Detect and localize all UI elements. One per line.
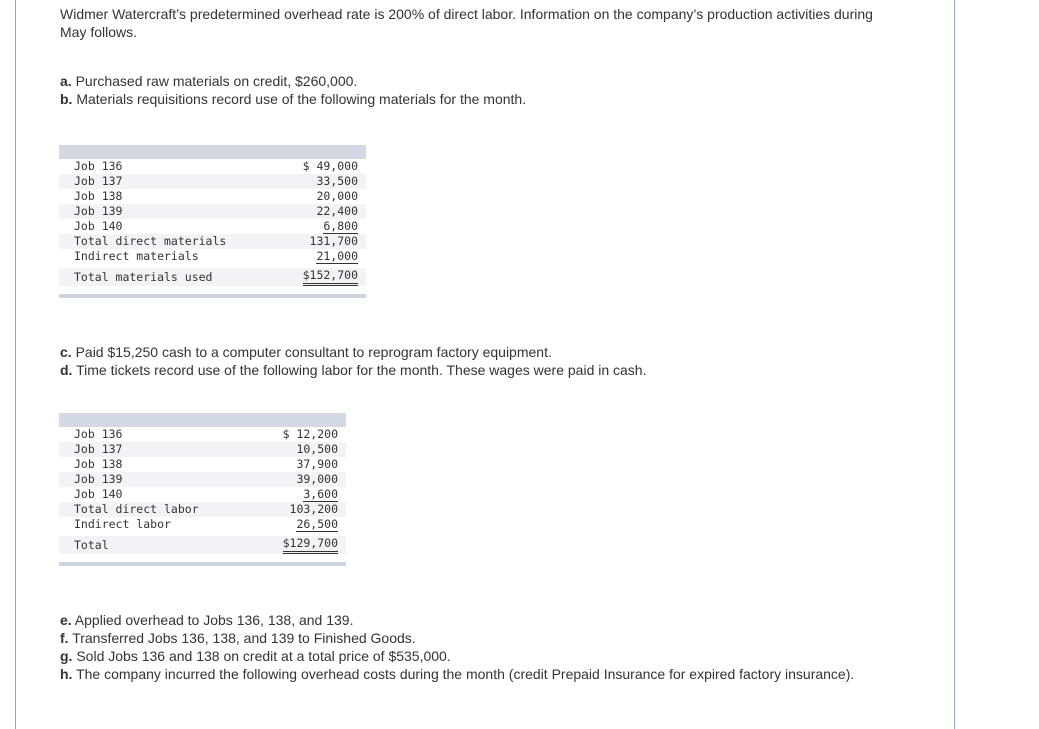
- row-label: Indirect labor: [74, 517, 171, 531]
- row-amount: 3,600: [303, 487, 338, 501]
- page-border-right: [954, 0, 955, 729]
- step-text: Applied overhead to Jobs 136, 138, and 139.: [71, 612, 354, 628]
- page-border-left: [15, 0, 16, 729]
- row-amount: $ 12,200: [282, 427, 338, 441]
- step-letter: f.: [60, 630, 69, 646]
- row-label: Job 138: [74, 189, 123, 203]
- step-letter: b.: [60, 91, 73, 107]
- step-text: Transferred Jobs 136, 138, and 139 to Finished Goods.: [68, 630, 416, 646]
- table-row: [59, 189, 366, 204]
- step-letter: c.: [60, 344, 72, 360]
- row-amount: 103,200: [289, 502, 338, 516]
- table-row: [59, 487, 346, 502]
- row-label: Indirect materials: [74, 249, 199, 263]
- row-amount: 131,700: [309, 234, 358, 248]
- row-label: Total direct materials: [74, 234, 227, 248]
- table-row: [59, 517, 346, 532]
- row-label: Job 140: [74, 487, 123, 501]
- table-row-total: [59, 268, 366, 286]
- row-amount: $ 49,000: [302, 159, 358, 173]
- row-label: Job 139: [74, 472, 123, 486]
- table-header-band: [59, 413, 346, 427]
- table-footer-band: [59, 562, 346, 566]
- table-footer-band: [59, 294, 366, 298]
- row-label: Total: [74, 538, 109, 552]
- problem-content: [60, 5, 900, 41]
- row-amount: 10,500: [296, 442, 338, 456]
- step-b: [60, 90, 900, 108]
- row-label: Job 137: [74, 174, 123, 188]
- row-amount: 6,800: [323, 219, 358, 233]
- step-text: Time tickets record use of the following labor for the month. These wages were paid in cash.: [72, 362, 647, 378]
- problem-intro: Widmer Watercraft’s predetermined overhead rate is 200% of direct labor. Information on the company’s production activities during May follows.: [60, 6, 873, 40]
- step-letter: e.: [60, 612, 72, 628]
- row-label: Job 139: [74, 204, 123, 218]
- step-letter: a.: [60, 73, 72, 89]
- row-amount: 39,000: [296, 472, 338, 486]
- step-c: [60, 343, 900, 361]
- table-row: [59, 234, 366, 249]
- step-text: Materials requisitions record use of the following materials for the month.: [72, 91, 527, 107]
- table-row: [59, 219, 366, 234]
- step-text: Sold Jobs 136 and 138 on credit at a total price of $535,000.: [72, 648, 451, 664]
- steps-a-b: [60, 72, 900, 108]
- step-letter: g.: [60, 648, 73, 664]
- step-letter: h.: [60, 666, 73, 682]
- row-amount: 26,500: [296, 517, 338, 531]
- row-amount: $152,700: [303, 268, 358, 286]
- table-row: [59, 502, 346, 517]
- step-d: [60, 361, 900, 379]
- step-g: [60, 647, 900, 665]
- row-label: Job 138: [74, 457, 123, 471]
- table-row-total: [59, 536, 346, 554]
- table-row: [59, 159, 366, 174]
- row-amount: 22,400: [316, 204, 358, 218]
- row-label: Job 136: [74, 427, 123, 441]
- row-amount: 20,000: [316, 189, 358, 203]
- step-text: The company incurred the following overhead costs during the month (credit Prepaid Insurance for expired factory insurance).: [72, 666, 855, 682]
- row-amount: 33,500: [316, 174, 358, 188]
- steps-c-d: [60, 343, 900, 379]
- table-row: [59, 427, 346, 442]
- row-amount: 21,000: [316, 249, 358, 263]
- table-row: [59, 457, 346, 472]
- row-label: Job 136: [74, 159, 123, 173]
- row-label: Total materials used: [74, 270, 213, 284]
- row-label: Job 137: [74, 442, 123, 456]
- table-row: [59, 472, 346, 487]
- row-amount: $129,700: [283, 536, 338, 554]
- step-h: [60, 665, 900, 683]
- row-label: Job 140: [74, 219, 123, 233]
- table-row: [59, 249, 366, 264]
- step-e: [60, 611, 900, 629]
- table-row: [59, 174, 366, 189]
- step-letter: d.: [60, 362, 73, 378]
- table-row: [59, 442, 346, 457]
- row-label: Total direct labor: [74, 502, 199, 516]
- materials-table: [59, 145, 366, 298]
- table-row: [59, 204, 366, 219]
- step-a: [60, 72, 900, 90]
- row-amount: 37,900: [296, 457, 338, 471]
- step-f: [60, 629, 900, 647]
- table-header-band: [59, 145, 366, 159]
- steps-e-h: [60, 611, 900, 683]
- labor-table: [59, 413, 346, 566]
- step-text: Purchased raw materials on credit, $260,000.: [71, 73, 358, 89]
- step-text: Paid $15,250 cash to a computer consultant to reprogram factory equipment.: [71, 344, 552, 360]
